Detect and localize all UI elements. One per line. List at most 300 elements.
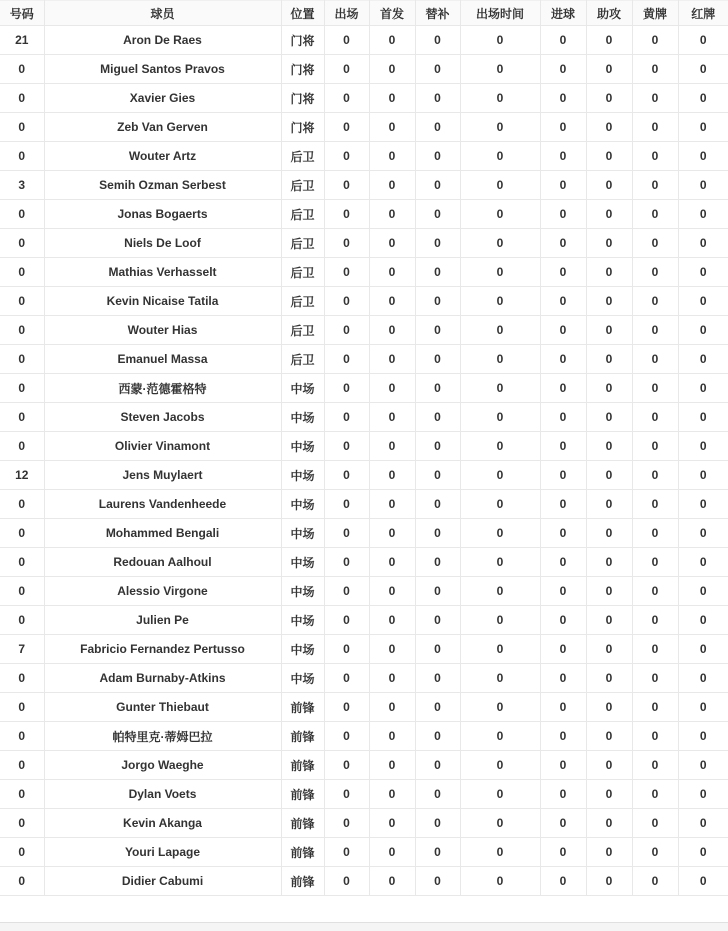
player-number-cell: 0: [0, 722, 44, 751]
player-name-cell: Dylan Voets: [44, 780, 281, 809]
red-cards-cell: 0: [678, 113, 728, 142]
goals-cell: 0: [540, 693, 586, 722]
column-header-appearances: 出场: [324, 1, 369, 26]
red-cards-cell: 0: [678, 635, 728, 664]
sub-appearances-cell: 0: [415, 606, 460, 635]
appearances-cell: 0: [324, 548, 369, 577]
red-cards-cell: 0: [678, 55, 728, 84]
goals-cell: 0: [540, 461, 586, 490]
yellow-cards-cell: 0: [632, 838, 678, 867]
player-number-cell: 0: [0, 867, 44, 896]
player-name-cell: Niels De Loof: [44, 229, 281, 258]
starts-cell: 0: [369, 142, 415, 171]
minutes-played-cell: 0: [460, 287, 540, 316]
player-name-cell: Adam Burnaby-Atkins: [44, 664, 281, 693]
goals-cell: 0: [540, 606, 586, 635]
assists-cell: 0: [586, 374, 632, 403]
player-name-cell: Xavier Gies: [44, 84, 281, 113]
appearances-cell: 0: [324, 374, 369, 403]
sub-appearances-cell: 0: [415, 577, 460, 606]
sub-appearances-cell: 0: [415, 258, 460, 287]
position-cell: 中场: [281, 664, 324, 693]
red-cards-cell: 0: [678, 258, 728, 287]
assists-cell: 0: [586, 838, 632, 867]
appearances-cell: 0: [324, 142, 369, 171]
position-cell: 门将: [281, 55, 324, 84]
minutes-played-cell: 0: [460, 403, 540, 432]
yellow-cards-cell: 0: [632, 26, 678, 55]
table-row: [0, 548, 728, 577]
appearances-cell: 0: [324, 287, 369, 316]
goals-cell: 0: [540, 84, 586, 113]
player-number-cell: 0: [0, 287, 44, 316]
yellow-cards-cell: 0: [632, 606, 678, 635]
position-cell: 中场: [281, 519, 324, 548]
goals-cell: 0: [540, 26, 586, 55]
table-row: [0, 55, 728, 84]
starts-cell: 0: [369, 229, 415, 258]
player-number-cell: 0: [0, 751, 44, 780]
appearances-cell: 0: [324, 780, 369, 809]
position-cell: 前锋: [281, 693, 324, 722]
table-row: [0, 519, 728, 548]
starts-cell: 0: [369, 751, 415, 780]
player-name-cell: Jorgo Waeghe: [44, 751, 281, 780]
position-cell: 后卫: [281, 316, 324, 345]
table-row: [0, 113, 728, 142]
player-number-cell: 0: [0, 374, 44, 403]
yellow-cards-cell: 0: [632, 55, 678, 84]
table-row: [0, 867, 728, 896]
starts-cell: 0: [369, 780, 415, 809]
yellow-cards-cell: 0: [632, 345, 678, 374]
position-cell: 前锋: [281, 751, 324, 780]
appearances-cell: 0: [324, 664, 369, 693]
player-number-cell: 0: [0, 780, 44, 809]
player-name-cell: Mohammed Bengali: [44, 519, 281, 548]
column-header-player: 球员: [44, 1, 281, 26]
yellow-cards-cell: 0: [632, 461, 678, 490]
appearances-cell: 0: [324, 751, 369, 780]
player-number-cell: 12: [0, 461, 44, 490]
assists-cell: 0: [586, 722, 632, 751]
minutes-played-cell: 0: [460, 606, 540, 635]
player-number-cell: 0: [0, 229, 44, 258]
table-row: [0, 345, 728, 374]
red-cards-cell: 0: [678, 722, 728, 751]
yellow-cards-cell: 0: [632, 548, 678, 577]
assists-cell: 0: [586, 200, 632, 229]
minutes-played-cell: 0: [460, 490, 540, 519]
player-name-cell: Olivier Vinamont: [44, 432, 281, 461]
minutes-played-cell: 0: [460, 751, 540, 780]
player-name-cell: Jonas Bogaerts: [44, 200, 281, 229]
minutes-played-cell: 0: [460, 867, 540, 896]
appearances-cell: 0: [324, 461, 369, 490]
table-row: [0, 635, 728, 664]
assists-cell: 0: [586, 345, 632, 374]
position-cell: 后卫: [281, 171, 324, 200]
red-cards-cell: 0: [678, 548, 728, 577]
goals-cell: 0: [540, 809, 586, 838]
yellow-cards-cell: 0: [632, 867, 678, 896]
appearances-cell: 0: [324, 519, 369, 548]
red-cards-cell: 0: [678, 345, 728, 374]
minutes-played-cell: 0: [460, 519, 540, 548]
table-body: [0, 26, 728, 896]
player-name-cell: Wouter Artz: [44, 142, 281, 171]
player-number-cell: 0: [0, 693, 44, 722]
yellow-cards-cell: 0: [632, 403, 678, 432]
player-name-cell: Aron De Raes: [44, 26, 281, 55]
red-cards-cell: 0: [678, 809, 728, 838]
position-cell: 门将: [281, 113, 324, 142]
table-row: [0, 84, 728, 113]
minutes-played-cell: 0: [460, 664, 540, 693]
player-number-cell: 0: [0, 432, 44, 461]
appearances-cell: 0: [324, 635, 369, 664]
table-row: [0, 432, 728, 461]
minutes-played-cell: 0: [460, 113, 540, 142]
position-cell: 后卫: [281, 142, 324, 171]
position-cell: 后卫: [281, 258, 324, 287]
assists-cell: 0: [586, 113, 632, 142]
appearances-cell: 0: [324, 55, 369, 84]
sub-appearances-cell: 0: [415, 838, 460, 867]
table-row: [0, 200, 728, 229]
red-cards-cell: 0: [678, 461, 728, 490]
assists-cell: 0: [586, 287, 632, 316]
assists-cell: 0: [586, 519, 632, 548]
yellow-cards-cell: 0: [632, 722, 678, 751]
yellow-cards-cell: 0: [632, 142, 678, 171]
assists-cell: 0: [586, 490, 632, 519]
table-row: [0, 780, 728, 809]
assists-cell: 0: [586, 461, 632, 490]
starts-cell: 0: [369, 200, 415, 229]
sub-appearances-cell: 0: [415, 374, 460, 403]
column-header-red-cards: 红牌: [678, 1, 728, 26]
sub-appearances-cell: 0: [415, 664, 460, 693]
appearances-cell: 0: [324, 403, 369, 432]
assists-cell: 0: [586, 635, 632, 664]
red-cards-cell: 0: [678, 84, 728, 113]
starts-cell: 0: [369, 84, 415, 113]
goals-cell: 0: [540, 751, 586, 780]
appearances-cell: 0: [324, 432, 369, 461]
yellow-cards-cell: 0: [632, 113, 678, 142]
column-header-number: 号码: [0, 1, 44, 26]
goals-cell: 0: [540, 403, 586, 432]
appearances-cell: 0: [324, 606, 369, 635]
sub-appearances-cell: 0: [415, 490, 460, 519]
minutes-played-cell: 0: [460, 722, 540, 751]
table-row: [0, 722, 728, 751]
minutes-played-cell: 0: [460, 200, 540, 229]
minutes-played-cell: 0: [460, 577, 540, 606]
assists-cell: 0: [586, 664, 632, 693]
yellow-cards-cell: 0: [632, 577, 678, 606]
yellow-cards-cell: 0: [632, 664, 678, 693]
minutes-played-cell: 0: [460, 838, 540, 867]
minutes-played-cell: 0: [460, 258, 540, 287]
sub-appearances-cell: 0: [415, 867, 460, 896]
yellow-cards-cell: 0: [632, 751, 678, 780]
starts-cell: 0: [369, 519, 415, 548]
player-name-cell: Zeb Van Gerven: [44, 113, 281, 142]
player-number-cell: 0: [0, 664, 44, 693]
appearances-cell: 0: [324, 229, 369, 258]
sub-appearances-cell: 0: [415, 345, 460, 374]
starts-cell: 0: [369, 55, 415, 84]
assists-cell: 0: [586, 403, 632, 432]
table-row: [0, 838, 728, 867]
yellow-cards-cell: 0: [632, 635, 678, 664]
yellow-cards-cell: 0: [632, 519, 678, 548]
player-number-cell: 0: [0, 490, 44, 519]
assists-cell: 0: [586, 142, 632, 171]
sub-appearances-cell: 0: [415, 693, 460, 722]
player-name-cell: Emanuel Massa: [44, 345, 281, 374]
minutes-played-cell: 0: [460, 26, 540, 55]
starts-cell: 0: [369, 838, 415, 867]
red-cards-cell: 0: [678, 26, 728, 55]
table-row: [0, 809, 728, 838]
yellow-cards-cell: 0: [632, 200, 678, 229]
starts-cell: 0: [369, 490, 415, 519]
sub-appearances-cell: 0: [415, 519, 460, 548]
assists-cell: 0: [586, 26, 632, 55]
player-number-cell: 0: [0, 577, 44, 606]
appearances-cell: 0: [324, 490, 369, 519]
appearances-cell: 0: [324, 171, 369, 200]
appearances-cell: 0: [324, 577, 369, 606]
yellow-cards-cell: 0: [632, 780, 678, 809]
appearances-cell: 0: [324, 200, 369, 229]
appearances-cell: 0: [324, 809, 369, 838]
starts-cell: 0: [369, 693, 415, 722]
goals-cell: 0: [540, 113, 586, 142]
goals-cell: 0: [540, 374, 586, 403]
player-name-cell: Julien Pe: [44, 606, 281, 635]
yellow-cards-cell: 0: [632, 374, 678, 403]
starts-cell: 0: [369, 403, 415, 432]
player-number-cell: 0: [0, 345, 44, 374]
appearances-cell: 0: [324, 258, 369, 287]
table-row: [0, 26, 728, 55]
red-cards-cell: 0: [678, 606, 728, 635]
player-number-cell: 0: [0, 84, 44, 113]
minutes-played-cell: 0: [460, 461, 540, 490]
assists-cell: 0: [586, 693, 632, 722]
assists-cell: 0: [586, 84, 632, 113]
appearances-cell: 0: [324, 838, 369, 867]
position-cell: 前锋: [281, 722, 324, 751]
player-number-cell: 0: [0, 55, 44, 84]
goals-cell: 0: [540, 229, 586, 258]
starts-cell: 0: [369, 345, 415, 374]
player-number-cell: 0: [0, 403, 44, 432]
position-cell: 后卫: [281, 200, 324, 229]
next-section-top-strip: [0, 922, 728, 931]
starts-cell: 0: [369, 635, 415, 664]
red-cards-cell: 0: [678, 432, 728, 461]
starts-cell: 0: [369, 722, 415, 751]
position-cell: 中场: [281, 374, 324, 403]
player-number-cell: 3: [0, 171, 44, 200]
yellow-cards-cell: 0: [632, 287, 678, 316]
player-name-cell: Gunter Thiebaut: [44, 693, 281, 722]
player-name-cell: Miguel Santos Pravos: [44, 55, 281, 84]
sub-appearances-cell: 0: [415, 722, 460, 751]
minutes-played-cell: 0: [460, 432, 540, 461]
column-header-sub-appearances: 替补: [415, 1, 460, 26]
appearances-cell: 0: [324, 84, 369, 113]
red-cards-cell: 0: [678, 287, 728, 316]
minutes-played-cell: 0: [460, 84, 540, 113]
yellow-cards-cell: 0: [632, 84, 678, 113]
assists-cell: 0: [586, 867, 632, 896]
yellow-cards-cell: 0: [632, 258, 678, 287]
goals-cell: 0: [540, 55, 586, 84]
assists-cell: 0: [586, 171, 632, 200]
column-header-minutes-played: 出场时间: [460, 1, 540, 26]
starts-cell: 0: [369, 26, 415, 55]
goals-cell: 0: [540, 867, 586, 896]
goals-cell: 0: [540, 722, 586, 751]
yellow-cards-cell: 0: [632, 316, 678, 345]
yellow-cards-cell: 0: [632, 809, 678, 838]
player-name-cell: Youri Lapage: [44, 838, 281, 867]
table-header: [0, 1, 728, 26]
player-number-cell: 0: [0, 548, 44, 577]
assists-cell: 0: [586, 751, 632, 780]
table-row: [0, 751, 728, 780]
sub-appearances-cell: 0: [415, 287, 460, 316]
red-cards-cell: 0: [678, 200, 728, 229]
table-row: [0, 606, 728, 635]
sub-appearances-cell: 0: [415, 403, 460, 432]
starts-cell: 0: [369, 432, 415, 461]
table-row: [0, 693, 728, 722]
player-name-cell: Wouter Hias: [44, 316, 281, 345]
starts-cell: 0: [369, 606, 415, 635]
goals-cell: 0: [540, 664, 586, 693]
minutes-played-cell: 0: [460, 693, 540, 722]
red-cards-cell: 0: [678, 403, 728, 432]
player-name-cell: 西蒙·范德霍格特: [44, 374, 281, 403]
minutes-played-cell: 0: [460, 809, 540, 838]
red-cards-cell: 0: [678, 142, 728, 171]
minutes-played-cell: 0: [460, 142, 540, 171]
player-number-cell: 0: [0, 142, 44, 171]
red-cards-cell: 0: [678, 171, 728, 200]
assists-cell: 0: [586, 577, 632, 606]
red-cards-cell: 0: [678, 229, 728, 258]
starts-cell: 0: [369, 258, 415, 287]
goals-cell: 0: [540, 838, 586, 867]
player-number-cell: 0: [0, 838, 44, 867]
player-number-cell: 7: [0, 635, 44, 664]
player-number-cell: 0: [0, 258, 44, 287]
column-header-assists: 助攻: [586, 1, 632, 26]
table-row: [0, 171, 728, 200]
assists-cell: 0: [586, 606, 632, 635]
starts-cell: 0: [369, 461, 415, 490]
goals-cell: 0: [540, 577, 586, 606]
minutes-played-cell: 0: [460, 171, 540, 200]
appearances-cell: 0: [324, 26, 369, 55]
goals-cell: 0: [540, 490, 586, 519]
red-cards-cell: 0: [678, 519, 728, 548]
sub-appearances-cell: 0: [415, 780, 460, 809]
sub-appearances-cell: 0: [415, 84, 460, 113]
table-row: [0, 316, 728, 345]
sub-appearances-cell: 0: [415, 229, 460, 258]
yellow-cards-cell: 0: [632, 693, 678, 722]
position-cell: 前锋: [281, 780, 324, 809]
position-cell: 中场: [281, 432, 324, 461]
player-name-cell: Semih Ozman Serbest: [44, 171, 281, 200]
goals-cell: 0: [540, 316, 586, 345]
red-cards-cell: 0: [678, 374, 728, 403]
goals-cell: 0: [540, 780, 586, 809]
sub-appearances-cell: 0: [415, 809, 460, 838]
table-row: [0, 490, 728, 519]
minutes-played-cell: 0: [460, 780, 540, 809]
starts-cell: 0: [369, 809, 415, 838]
position-cell: 中场: [281, 577, 324, 606]
sub-appearances-cell: 0: [415, 113, 460, 142]
yellow-cards-cell: 0: [632, 432, 678, 461]
red-cards-cell: 0: [678, 577, 728, 606]
goals-cell: 0: [540, 258, 586, 287]
red-cards-cell: 0: [678, 838, 728, 867]
assists-cell: 0: [586, 780, 632, 809]
player-number-cell: 0: [0, 519, 44, 548]
sub-appearances-cell: 0: [415, 548, 460, 577]
assists-cell: 0: [586, 258, 632, 287]
player-number-cell: 0: [0, 200, 44, 229]
player-number-cell: 0: [0, 113, 44, 142]
column-header-yellow-cards: 黄牌: [632, 1, 678, 26]
sub-appearances-cell: 0: [415, 751, 460, 780]
assists-cell: 0: [586, 316, 632, 345]
position-cell: 前锋: [281, 838, 324, 867]
position-cell: 门将: [281, 26, 324, 55]
assists-cell: 0: [586, 548, 632, 577]
player-number-cell: 21: [0, 26, 44, 55]
table-row: [0, 374, 728, 403]
red-cards-cell: 0: [678, 490, 728, 519]
goals-cell: 0: [540, 635, 586, 664]
yellow-cards-cell: 0: [632, 490, 678, 519]
position-cell: 中场: [281, 403, 324, 432]
column-header-goals: 进球: [540, 1, 586, 26]
minutes-played-cell: 0: [460, 374, 540, 403]
yellow-cards-cell: 0: [632, 229, 678, 258]
appearances-cell: 0: [324, 113, 369, 142]
goals-cell: 0: [540, 171, 586, 200]
assists-cell: 0: [586, 55, 632, 84]
starts-cell: 0: [369, 577, 415, 606]
starts-cell: 0: [369, 171, 415, 200]
yellow-cards-cell: 0: [632, 171, 678, 200]
red-cards-cell: 0: [678, 780, 728, 809]
player-name-cell: Kevin Nicaise Tatila: [44, 287, 281, 316]
sub-appearances-cell: 0: [415, 55, 460, 84]
appearances-cell: 0: [324, 722, 369, 751]
